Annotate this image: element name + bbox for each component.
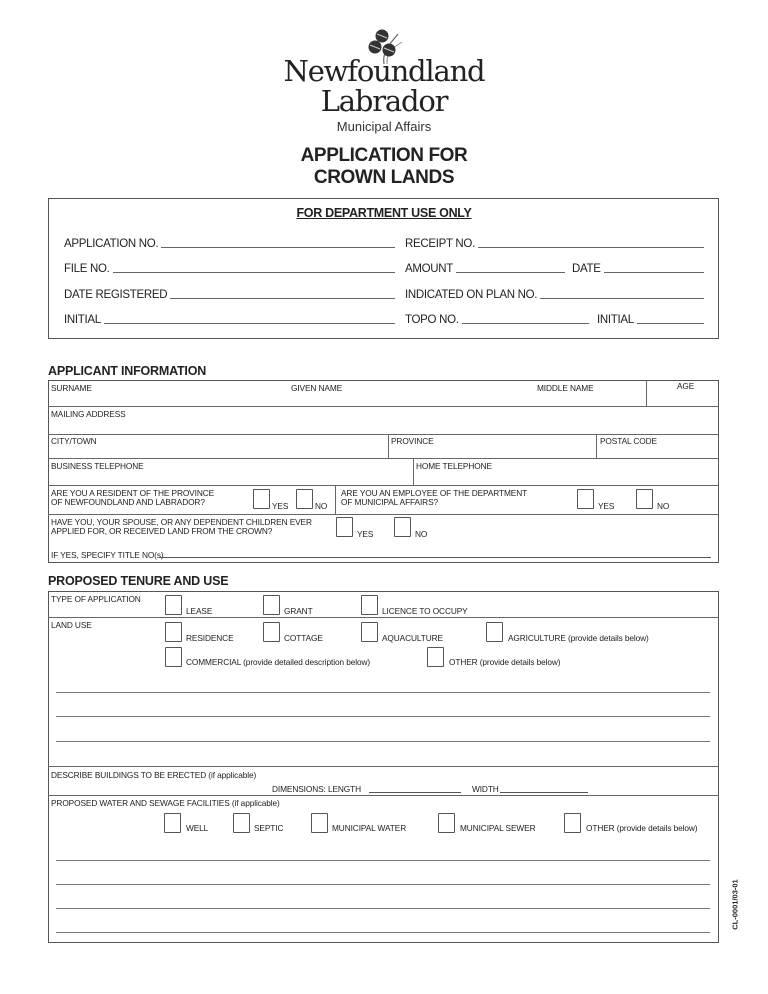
- other-facility-label: OTHER (provide details below): [586, 823, 698, 833]
- applied-question-line1: HAVE YOU, YOUR SPOUSE, OR ANY DEPENDENT CHILDREN EVER: [51, 517, 312, 527]
- resident-no-label: NO: [315, 501, 328, 511]
- indicated-on-plan-field[interactable]: [405, 289, 704, 301]
- agriculture-checkbox[interactable]: [486, 622, 503, 642]
- date-label: DATE: [572, 263, 601, 275]
- surname-field[interactable]: SURNAME: [51, 383, 92, 393]
- tenure-heading: PROPOSED TENURE AND USE: [48, 574, 229, 588]
- given-name-field[interactable]: GIVEN NAME: [291, 383, 343, 393]
- other-use-checkbox[interactable]: [427, 647, 444, 667]
- details-line[interactable]: [56, 741, 710, 742]
- length-field[interactable]: [369, 792, 461, 793]
- details-line[interactable]: [56, 716, 710, 717]
- width-label: WIDTH: [472, 784, 499, 794]
- applied-no-checkbox[interactable]: [394, 517, 411, 537]
- receipt-no-label: RECEIPT NO.: [405, 238, 475, 250]
- applied-yes-label: YES: [357, 529, 374, 539]
- resident-question-line2: OF NEWFOUNDLAND AND LABRADOR?: [51, 497, 205, 507]
- topo-no-label: TOPO NO.: [405, 314, 459, 326]
- file-no-label: FILE NO.: [64, 263, 110, 275]
- initial2-field[interactable]: [597, 314, 704, 326]
- lease-checkbox[interactable]: [165, 595, 182, 615]
- licence-checkbox[interactable]: [361, 595, 378, 615]
- grant-checkbox[interactable]: [263, 595, 280, 615]
- indicated-on-plan-label: INDICATED ON PLAN NO.: [405, 289, 538, 301]
- title-nos-field[interactable]: [159, 557, 711, 558]
- employee-question-line1: ARE YOU AN EMPLOYEE OF THE DEPARTMENT: [341, 488, 528, 498]
- licence-label: LICENCE TO OCCUPY: [382, 606, 468, 616]
- receipt-no-field[interactable]: [405, 238, 704, 250]
- file-no-field[interactable]: [64, 263, 395, 275]
- municipal-water-label: MUNICIPAL WATER: [332, 823, 407, 833]
- business-phone-field[interactable]: BUSINESS TELEPHONE: [51, 461, 144, 471]
- cottage-label: COTTAGE: [284, 633, 323, 643]
- application-no-field[interactable]: [64, 238, 395, 250]
- topo-no-field[interactable]: [405, 314, 589, 326]
- municipal-sewer-checkbox[interactable]: [438, 813, 455, 833]
- applied-question-line2: APPLIED FOR, OR RECEIVED LAND FROM THE CROWN?: [51, 526, 273, 536]
- date-field[interactable]: [572, 263, 704, 275]
- other-facility-checkbox[interactable]: [564, 813, 581, 833]
- grant-label: GRANT: [284, 606, 313, 616]
- aquaculture-label: AQUACULTURE: [382, 633, 443, 643]
- employee-no-label: NO: [657, 501, 670, 511]
- mailing-address-field[interactable]: MAILING ADDRESS: [51, 409, 126, 419]
- lease-label: LEASE: [186, 606, 213, 616]
- employee-yes-label: YES: [598, 501, 615, 511]
- province-field[interactable]: PROVINCE: [391, 436, 434, 446]
- form-title-line2: CROWN LANDS: [313, 167, 455, 188]
- residence-label: RESIDENCE: [186, 633, 234, 643]
- other-use-label: OTHER (provide details below): [449, 657, 561, 667]
- initial-label: INITIAL: [64, 314, 101, 326]
- municipal-sewer-label: MUNICIPAL SEWER: [460, 823, 536, 833]
- municipal-water-checkbox[interactable]: [311, 813, 328, 833]
- postal-code-field[interactable]: POSTAL CODE: [600, 436, 657, 446]
- employee-no-checkbox[interactable]: [636, 489, 653, 509]
- middle-name-field[interactable]: MIDDLE NAME: [537, 383, 594, 393]
- cottage-checkbox[interactable]: [263, 622, 280, 642]
- amount-label: AMOUNT: [405, 263, 454, 275]
- date-registered-field[interactable]: [64, 289, 395, 301]
- commercial-checkbox[interactable]: [165, 647, 182, 667]
- agriculture-label: AGRICULTURE (provide details below): [508, 633, 649, 643]
- form-title-line1: APPLICATION FOR: [300, 145, 468, 166]
- date-registered-label: DATE REGISTERED: [64, 289, 168, 301]
- city-field[interactable]: CITY/TOWN: [51, 436, 97, 446]
- resident-yes-label: YES: [272, 501, 289, 511]
- residence-checkbox[interactable]: [165, 622, 182, 642]
- land-use-label: LAND USE: [51, 620, 92, 630]
- aquaculture-checkbox[interactable]: [361, 622, 378, 642]
- resident-yes-checkbox[interactable]: [253, 489, 270, 509]
- resident-question-line1: ARE YOU A RESIDENT OF THE PROVINCE: [51, 488, 215, 498]
- initial2-label: INITIAL: [597, 314, 634, 326]
- applied-no-label: NO: [415, 529, 428, 539]
- details-line[interactable]: [56, 692, 710, 693]
- septic-label: SEPTIC: [254, 823, 284, 833]
- commercial-label: COMMERCIAL (provide detailed description below): [186, 657, 371, 667]
- form-code: CL-0001/03-01: [730, 879, 740, 930]
- type-of-application-label: TYPE OF APPLICATION: [51, 594, 141, 604]
- employee-yes-checkbox[interactable]: [577, 489, 594, 509]
- initial-field[interactable]: [64, 314, 395, 326]
- department-name: Municipal Affairs: [336, 119, 432, 134]
- org-name-line1: Newfoundland: [283, 54, 485, 88]
- well-checkbox[interactable]: [164, 813, 181, 833]
- details-line[interactable]: [56, 908, 710, 909]
- septic-checkbox[interactable]: [233, 813, 250, 833]
- application-no-label: APPLICATION NO.: [64, 238, 159, 250]
- org-name-line2: Labrador: [320, 84, 448, 118]
- amount-field[interactable]: [405, 263, 565, 275]
- details-line[interactable]: [56, 860, 710, 861]
- tenure-box: [48, 591, 719, 943]
- details-line[interactable]: [56, 884, 710, 885]
- applied-yes-checkbox[interactable]: [336, 517, 353, 537]
- age-field[interactable]: AGE: [677, 381, 695, 391]
- buildings-label: DESCRIBE BUILDINGS TO BE ERECTED (if applicable): [51, 770, 257, 780]
- well-label: WELL: [186, 823, 209, 833]
- dimensions-length-label: DIMENSIONS: LENGTH: [272, 784, 362, 794]
- applicant-info-heading: APPLICANT INFORMATION: [48, 364, 207, 378]
- department-use-title: FOR DEPARTMENT USE ONLY: [296, 206, 472, 220]
- width-field[interactable]: [500, 792, 588, 793]
- employee-question-line2: OF MUNICIPAL AFFAIRS?: [341, 497, 439, 507]
- details-line[interactable]: [56, 932, 710, 933]
- water-sewage-label: PROPOSED WATER AND SEWAGE FACILITIES (if applicable): [51, 798, 280, 808]
- resident-no-checkbox[interactable]: [296, 489, 313, 509]
- home-phone-field[interactable]: HOME TELEPHONE: [416, 461, 492, 471]
- title-nos-label: IF YES, SPECIFY TITLE NO(s).: [51, 550, 166, 560]
